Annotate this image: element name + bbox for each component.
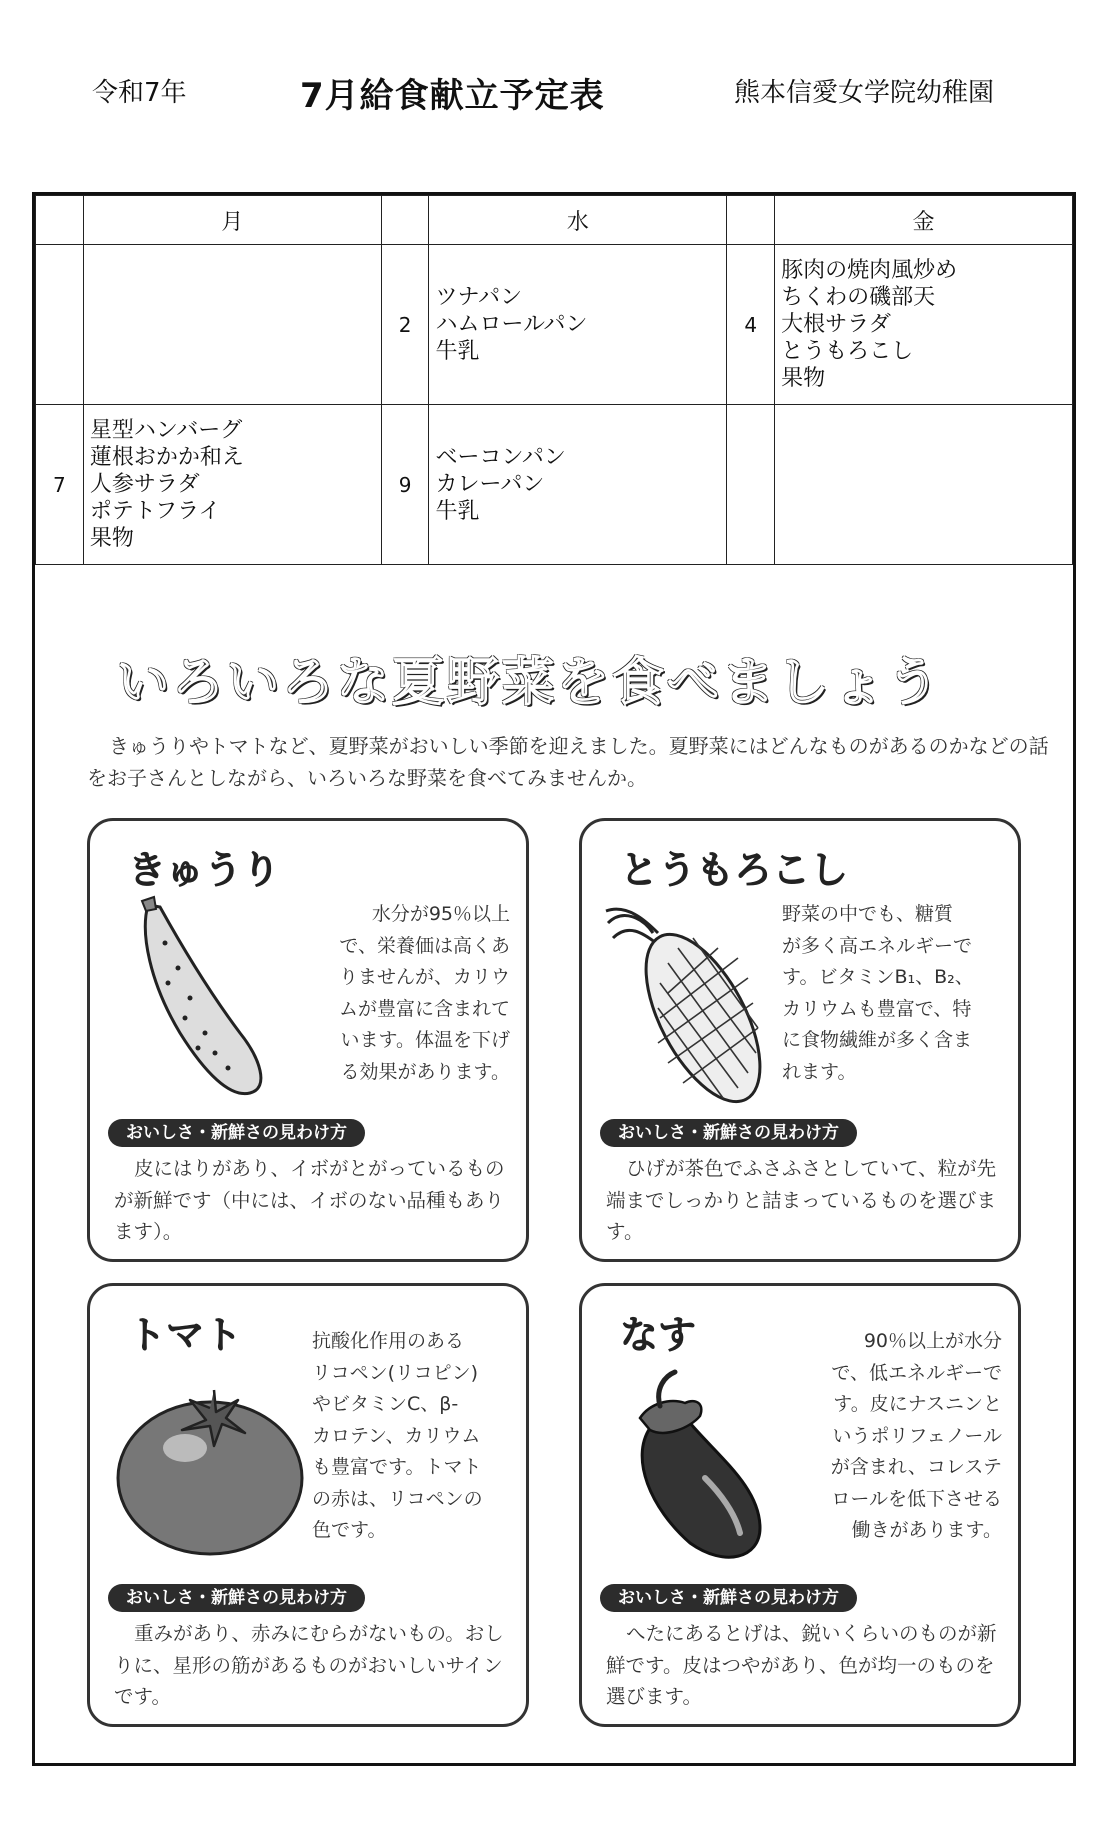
document-frame [32, 192, 1076, 1766]
description-line: 野菜の中でも、糖質 [782, 903, 954, 925]
menu-item: 蓮根おかか和え [89, 445, 244, 470]
date-col-header [727, 196, 775, 245]
vegetable-description [312, 899, 510, 1088]
menu-item: 牛乳 [435, 339, 480, 364]
menu-cell [429, 405, 727, 565]
description-line: いうポリフェノール [832, 1424, 1002, 1447]
description-line: リコペン(リコピン) [312, 1361, 479, 1384]
description-line: す。皮にナスニンと [833, 1393, 1002, 1415]
era-label: 令和7年 [92, 78, 187, 108]
vegetable-description [782, 899, 1004, 1088]
freshness-tag: おいしさ・新鮮さの見わけ方 [600, 1584, 857, 1612]
freshness-tips: 皮にはりがあり、イボがとがっているものが新鮮です（中には、イボのない品種もあります）。 [114, 1157, 505, 1243]
day-header-wed: 水 [429, 196, 727, 245]
menu-header-row [36, 196, 1073, 245]
description-line: りませんが、カリウ [338, 966, 510, 988]
description-line: れます。 [782, 1060, 857, 1083]
description-line: やビタミンC、β- [312, 1393, 459, 1415]
freshness-tag: おいしさ・新鮮さの見わけ方 [600, 1119, 857, 1147]
date-cell [36, 245, 84, 405]
description-line: ロールを低下させる [831, 1487, 1002, 1510]
nutrition-article [35, 602, 1073, 1766]
menu-item: 果物 [781, 366, 826, 391]
freshness-tag: おいしさ・新鮮さの見わけ方 [108, 1119, 365, 1147]
vegetable-name: トマト [128, 1313, 243, 1357]
date-col-header [381, 196, 429, 245]
description-line: カロテン、カリウム [312, 1424, 481, 1447]
menu-item: カレーパン [435, 472, 545, 497]
day-header-mon: 月 [83, 196, 381, 245]
freshness-tips: 重みがあり、赤みにむらがないもの。おしりに、星形の筋があるものがおいしいサインです。 [114, 1622, 504, 1708]
date-cell: 7 [36, 405, 84, 565]
tomato-icon [110, 1378, 310, 1568]
freshness-tag: おいしさ・新鮮さの見わけ方 [108, 1584, 365, 1612]
menu-cell [775, 405, 1073, 565]
date-cell: 4 [727, 245, 775, 405]
vegetable-name: きゅうり [128, 848, 281, 892]
freshness-tips: ひげが茶色でふさふさとしていて、粒が先端までしっかりと詰まっているものを選びます。 [606, 1157, 997, 1243]
menu-cell [429, 245, 727, 405]
date-cell: 9 [381, 405, 429, 565]
menu-item: ツナパン [435, 285, 523, 310]
date-cell [727, 405, 775, 565]
menu-item: 星型ハンバーグ [89, 418, 243, 443]
description-line: 抗酸化作用のある [312, 1330, 465, 1352]
date-cell: 2 [381, 245, 429, 405]
corn-icon [598, 903, 778, 1113]
menu-row [36, 405, 1073, 565]
description-line: カリウムも豊富で、特 [782, 997, 972, 1020]
vegetable-card-corn [579, 818, 1021, 1262]
menu-item: ちくわの磯部天 [781, 285, 936, 310]
description-line: が含まれ、コレステ [830, 1456, 1002, 1478]
description-line: ムが豊富に含まれて [338, 997, 510, 1020]
description-line: で、栄養価は高くあ [339, 934, 510, 957]
description-line: が多く高エネルギーで [782, 934, 973, 957]
menu-item: 人参サラダ [89, 472, 200, 497]
page-title: 7月給食献立予定表 [300, 76, 605, 116]
vegetable-description [804, 1326, 1002, 1547]
article-title: いろいろな夏野菜を食べましょう [117, 653, 943, 713]
vegetable-card-eggplant [579, 1283, 1021, 1727]
vegetable-description [312, 1326, 510, 1547]
description-line: に食物繊維が多く含ま [782, 1029, 973, 1051]
description-line: います。体温を下げ [340, 1029, 510, 1051]
menu-item: ハムロールパン [435, 312, 588, 337]
description-line: 働きがあります。 [851, 1519, 1002, 1541]
menu-item: ベーコンパン [435, 445, 566, 470]
description-line: る効果があります。 [340, 1060, 510, 1083]
menu-item: 果物 [89, 526, 134, 551]
description-line: 色です。 [312, 1519, 387, 1541]
date-col-header [36, 196, 84, 245]
freshness-tips: へたにあるとげは、鋭いくらいのものが新鮮です。皮はつやがあり、色が均一のものを選びます。 [606, 1622, 997, 1708]
day-header-fri: 金 [775, 196, 1073, 245]
description-line: で、低エネルギーで [831, 1361, 1002, 1384]
menu-item: ポテトフライ [89, 499, 221, 524]
description-line: 90％以上が水分 [863, 1330, 1002, 1352]
vegetable-card-cucumber [87, 818, 529, 1262]
vegetable-name: とうもろこし [620, 848, 849, 892]
school-name: 熊本信愛女学院幼稚園 [734, 78, 995, 108]
vegetable-name: なす [620, 1313, 697, 1357]
menu-row [36, 245, 1073, 405]
menu-item: とうもろこし [781, 339, 914, 364]
vegetable-card-tomato [87, 1283, 529, 1727]
menu-item: 大根サラダ [781, 312, 891, 337]
description-line: す。ビタミンB₁、B₂、 [782, 966, 974, 988]
description-line: の赤は、リコペンの [312, 1487, 483, 1510]
cucumber-icon [120, 893, 280, 1113]
menu-item: 牛乳 [435, 499, 480, 524]
description-line: 水分が95％以上 [371, 903, 510, 925]
menu-cell [83, 245, 381, 405]
menu-cell [775, 245, 1073, 405]
menu-item: 豚肉の焼肉風炒め [781, 258, 958, 283]
menu-table [35, 195, 1073, 565]
eggplant-icon [610, 1368, 780, 1568]
menu-cell [83, 405, 381, 565]
article-intro: きゅうりやトマトなど、夏野菜がおいしい季節を迎えました。夏野菜にはどんなものがあるのかなどの話をお子さんとしながら、いろいろな野菜を食べてみませんか。 [87, 734, 1049, 790]
description-line: も豊富です。トマト [312, 1456, 482, 1478]
